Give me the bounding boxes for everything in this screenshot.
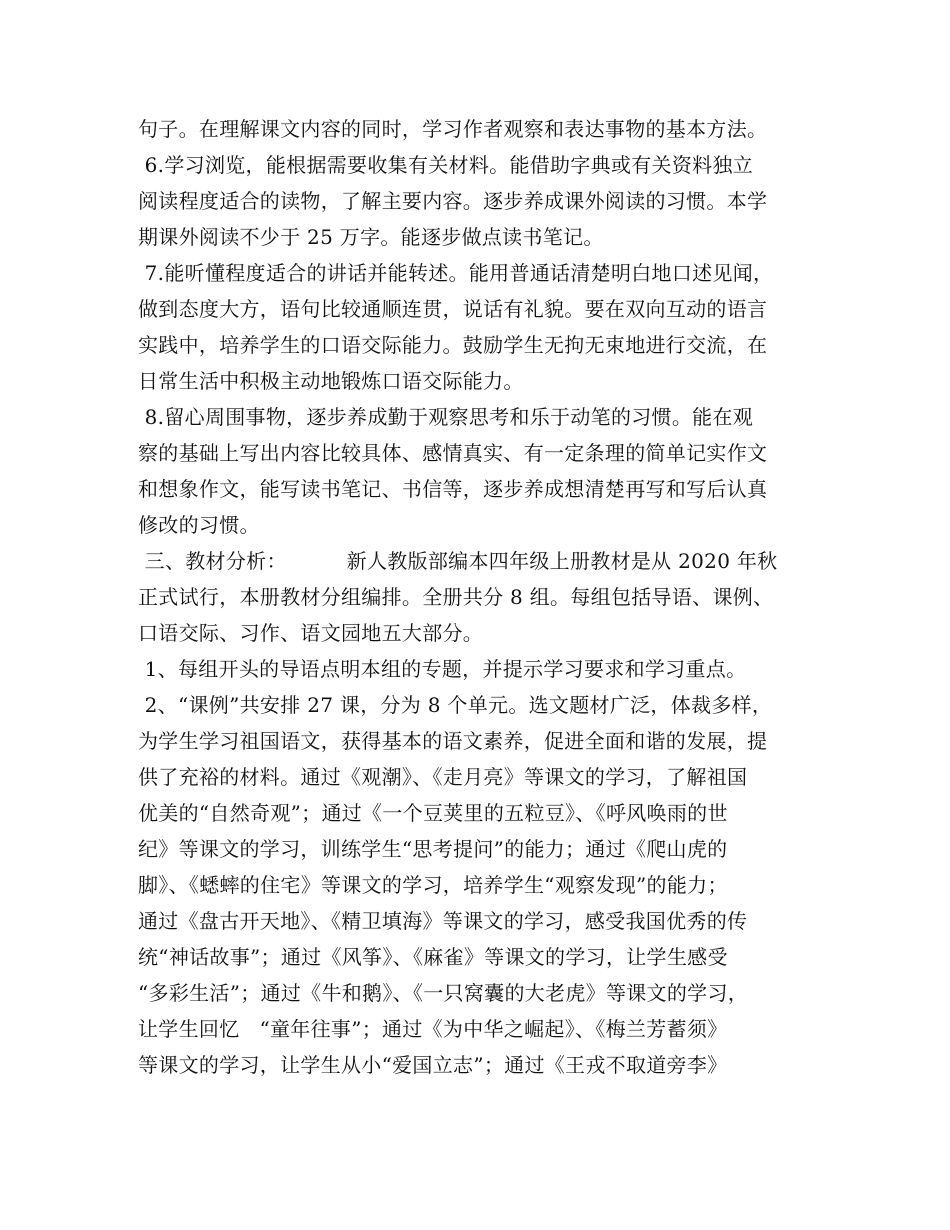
text-line: 正式试行，本册教材分组编排。全册共分 8 组。每组包括导语、课例、 — [138, 585, 774, 609]
text-line: 等课文的学习，让学生从小“爱国立志”；通过《王戎不取道旁李》 — [138, 1053, 728, 1077]
text-line: 供了充裕的材料。通过《观潮》、《走月亮》等课文的学习，了解祖国 — [138, 765, 748, 789]
text-line: 和想象作文，能写读书笔记、书信等，逐步养成想清楚再写和写后认真 — [138, 477, 768, 501]
text-line: 日常生活中积极主动地锻炼口语交际能力。 — [138, 369, 524, 393]
text-line: 为学生学习祖国语文，获得基本的语文素养，促进全面和谐的发展，提 — [138, 729, 768, 753]
text-line: 让学生回忆 “童年往事”；通过《为中华之崛起》、《梅兰芳蓄须》 — [138, 1017, 728, 1041]
text-line: 8.留心周围事物，逐步养成勤于观察思考和乐于动笔的习惯。能在观 — [138, 405, 754, 429]
text-line: 察的基础上写出内容比较具体、感情真实、有一定条理的简单记实作文 — [138, 441, 768, 465]
section-heading-line: 三、教材分析： 新人教版部编本四年级上册教材是从 2020 年秋 — [138, 549, 778, 573]
text-line: 期课外阅读不少于 25 万字。能逐步做点读书笔记。 — [138, 225, 604, 249]
text-line: “多彩生活”；通过《牛和鹅》、《一只窝囊的大老虎》等课文的学习， — [138, 981, 749, 1005]
text-line: 实践中，培养学生的口语交际能力。鼓励学生无拘无束地进行交流，在 — [138, 333, 768, 357]
text-line: 纪》等课文的学习，训练学生“思考提问”的能力；通过《爬山虎的 — [138, 837, 728, 861]
text-line: 6.学习浏览，能根据需要收集有关材料。能借助字典或有关资料独立 — [138, 153, 754, 177]
text-line: 脚》、《蟋蟀的住宅》等课文的学习，培养学生“观察发现”的能力； — [138, 873, 728, 897]
text-line: 2、“课例”共安排 27 课，分为 8 个单元。选文题材广泛，体裁多样， — [138, 693, 773, 717]
text-line: 统“神话故事”；通过《风筝》、《麻雀》等课文的学习，让学生感受 — [138, 945, 728, 969]
text-line: 优美的“自然奇观”；通过《一个豆荚里的五粒豆》、《呼风唤雨的世 — [138, 801, 728, 825]
text-line: 通过《盘古开天地》、《精卫填海》等课文的学习，感受我国优秀的传 — [138, 909, 748, 933]
text-line: 阅读程度适合的读物，了解主要内容。逐步养成课外阅读的习惯。本学 — [138, 189, 768, 213]
text-line: 口语交际、习作、语文园地五大部分。 — [138, 621, 484, 645]
text-line: 7.能听懂程度适合的讲话并能转述。能用普通话清楚明白地口述见闻， — [138, 261, 774, 285]
text-line: 句子。在理解课文内容的同时，学习作者观察和表达事物的基本方法。 — [138, 117, 768, 141]
text-line: 1、每组开头的导语点明本组的专题，并提示学习要求和学习重点。 — [138, 657, 747, 681]
text-line: 做到态度大方，语句比较通顺连贯，说话有礼貌。要在双向互动的语言 — [138, 297, 768, 321]
text-line: 修改的习惯。 — [138, 513, 260, 537]
